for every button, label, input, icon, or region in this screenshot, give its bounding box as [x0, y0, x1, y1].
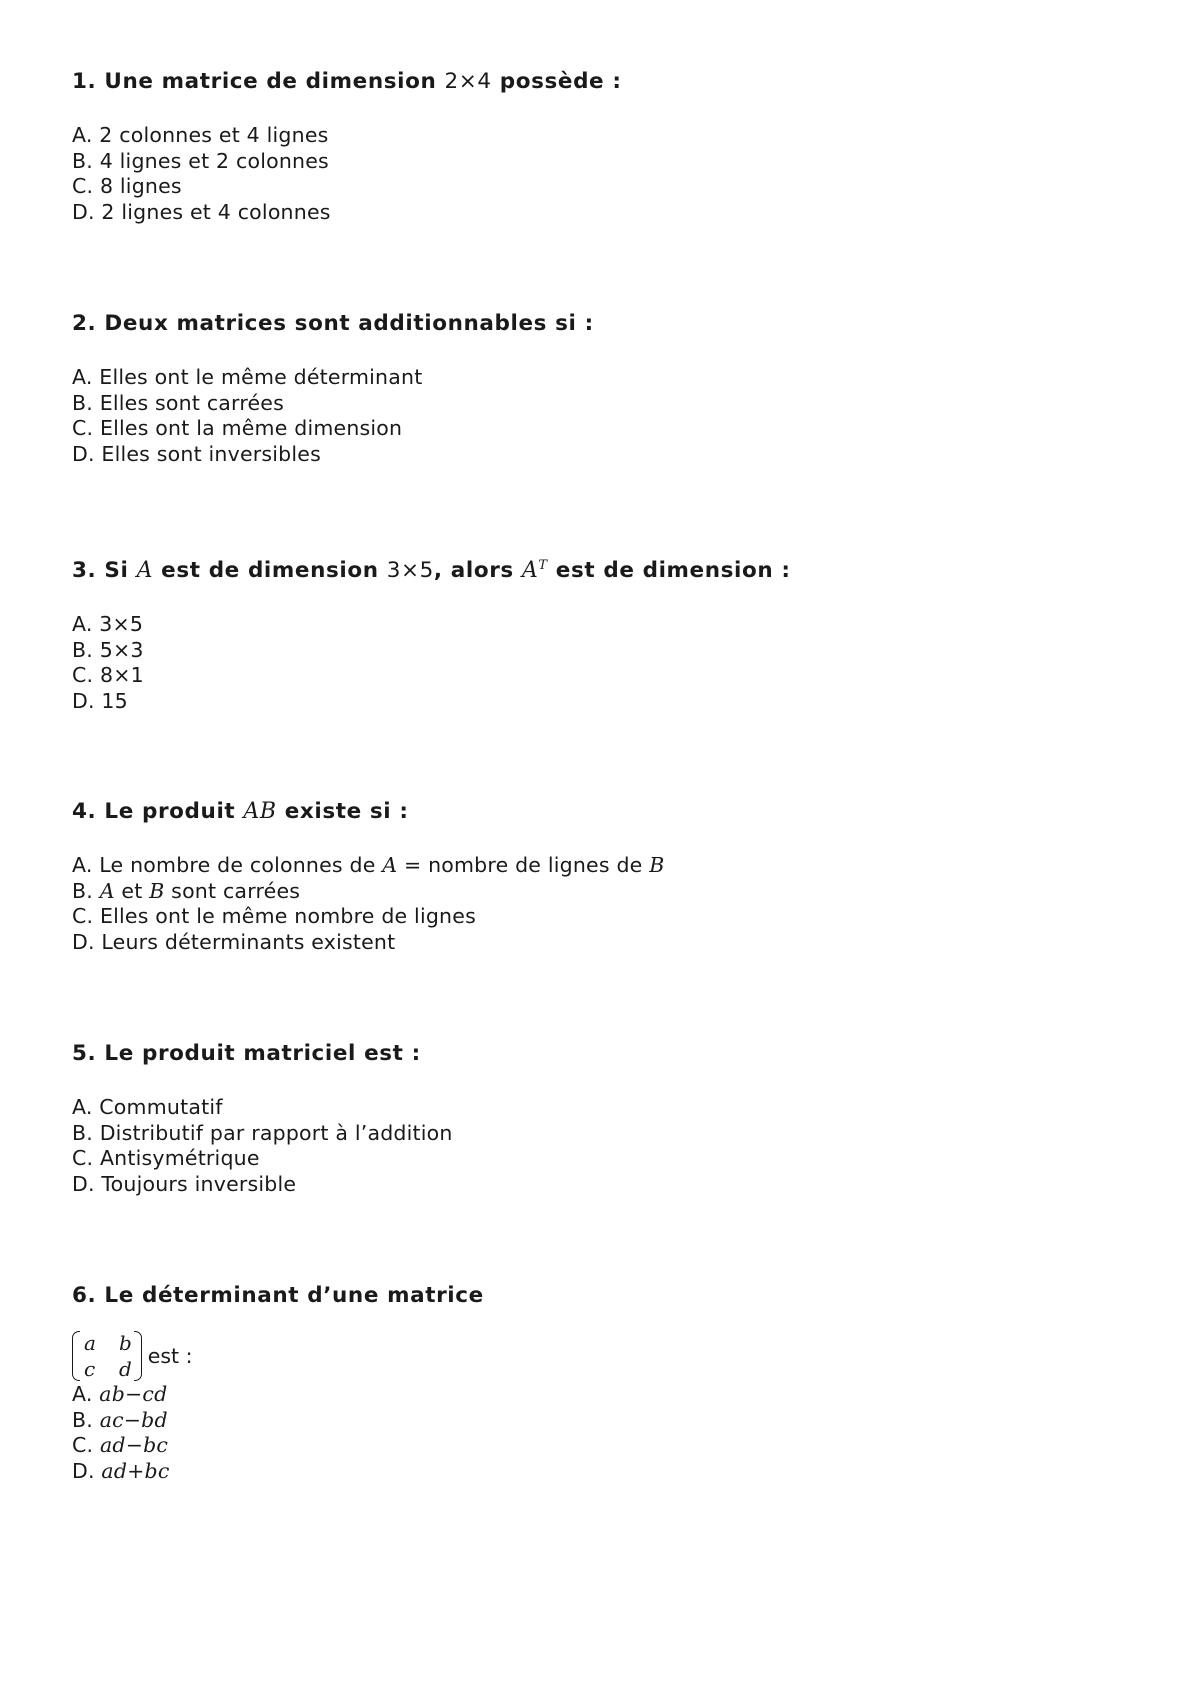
- question-6-options: [72, 1382, 1132, 1484]
- option-b[interactable]: B. Elles sont carrées: [72, 390, 285, 415]
- dimension-value: 2×4: [444, 69, 492, 94]
- option-c[interactable]: C. 8 lignes: [72, 174, 182, 198]
- question-5-title: 5. Le produit matriciel est :: [72, 1041, 421, 1066]
- option-b[interactable]: B. ac−bd: [72, 1407, 168, 1432]
- question-2-options: [72, 365, 1132, 467]
- question-1-options: [72, 123, 1132, 225]
- option-b[interactable]: B. Distributif par rapport à l’addition: [72, 1120, 453, 1145]
- question-6: [72, 1282, 1132, 1500]
- matrix-suffix: est :: [147, 1344, 193, 1368]
- matrix-cell: b: [118, 1331, 132, 1355]
- option-a[interactable]: A. Le nombre de colonnes de A = nombre de lignes de B: [72, 853, 665, 877]
- matrix-line: [72, 1330, 1132, 1382]
- question-4-title: 4. Le produit AB existe si :: [72, 799, 409, 824]
- option-b[interactable]: B. 4 lignes et 2 colonnes: [72, 148, 329, 173]
- option-c[interactable]: C. ad−bc: [72, 1433, 169, 1457]
- question-1-title: 1. Une matrice de dimension 2×4 possède :: [72, 69, 622, 94]
- matrix-cell: c: [84, 1357, 96, 1381]
- option-c[interactable]: C. 8×1: [72, 663, 144, 688]
- question-4: [72, 798, 1132, 971]
- option-a[interactable]: A. 2 colonnes et 4 lignes: [72, 123, 329, 147]
- matrix-2x2: [72, 1330, 142, 1382]
- option-b[interactable]: B. A et B sont carrées: [72, 878, 301, 903]
- option-d[interactable]: D. Leurs déterminants existent: [72, 929, 396, 954]
- option-a[interactable]: A. Elles ont le même déterminant: [72, 365, 423, 389]
- matrix-cell: d: [118, 1357, 132, 1381]
- question-1: [72, 68, 1132, 241]
- option-a[interactable]: A. Commutatif: [72, 1095, 223, 1119]
- option-d[interactable]: D. 15: [72, 688, 128, 713]
- question-2-title: 2. Deux matrices sont additionnables si :: [72, 311, 594, 336]
- option-a[interactable]: A. 3×5: [72, 612, 144, 637]
- option-c[interactable]: C. Antisymétrique: [72, 1146, 260, 1170]
- question-5: [72, 1040, 1132, 1213]
- question-3-options: [72, 612, 1132, 714]
- question-3: [72, 552, 1132, 730]
- option-d[interactable]: D. 2 lignes et 4 colonnes: [72, 199, 331, 224]
- question-6-title: 6. Le déterminant d’une matrice: [72, 1283, 484, 1308]
- option-d[interactable]: D. Elles sont inversibles: [72, 441, 321, 466]
- option-a[interactable]: A. ab−cd: [72, 1382, 168, 1406]
- option-c[interactable]: C. Elles ont la même dimension: [72, 416, 403, 440]
- option-c[interactable]: C. Elles ont le même nombre de lignes: [72, 904, 476, 928]
- question-3-title: 3. Si A est de dimension 3×5, alors $A^T$ est de dimension :: [72, 558, 791, 584]
- option-b[interactable]: B. 5×3: [72, 637, 144, 662]
- question-2: [72, 310, 1132, 483]
- question-5-options: [72, 1095, 1132, 1197]
- matrix-cell: a: [84, 1331, 96, 1355]
- option-d[interactable]: D. ad+bc: [72, 1458, 170, 1483]
- question-4-options: [72, 853, 1132, 955]
- option-d[interactable]: D. Toujours inversible: [72, 1171, 297, 1196]
